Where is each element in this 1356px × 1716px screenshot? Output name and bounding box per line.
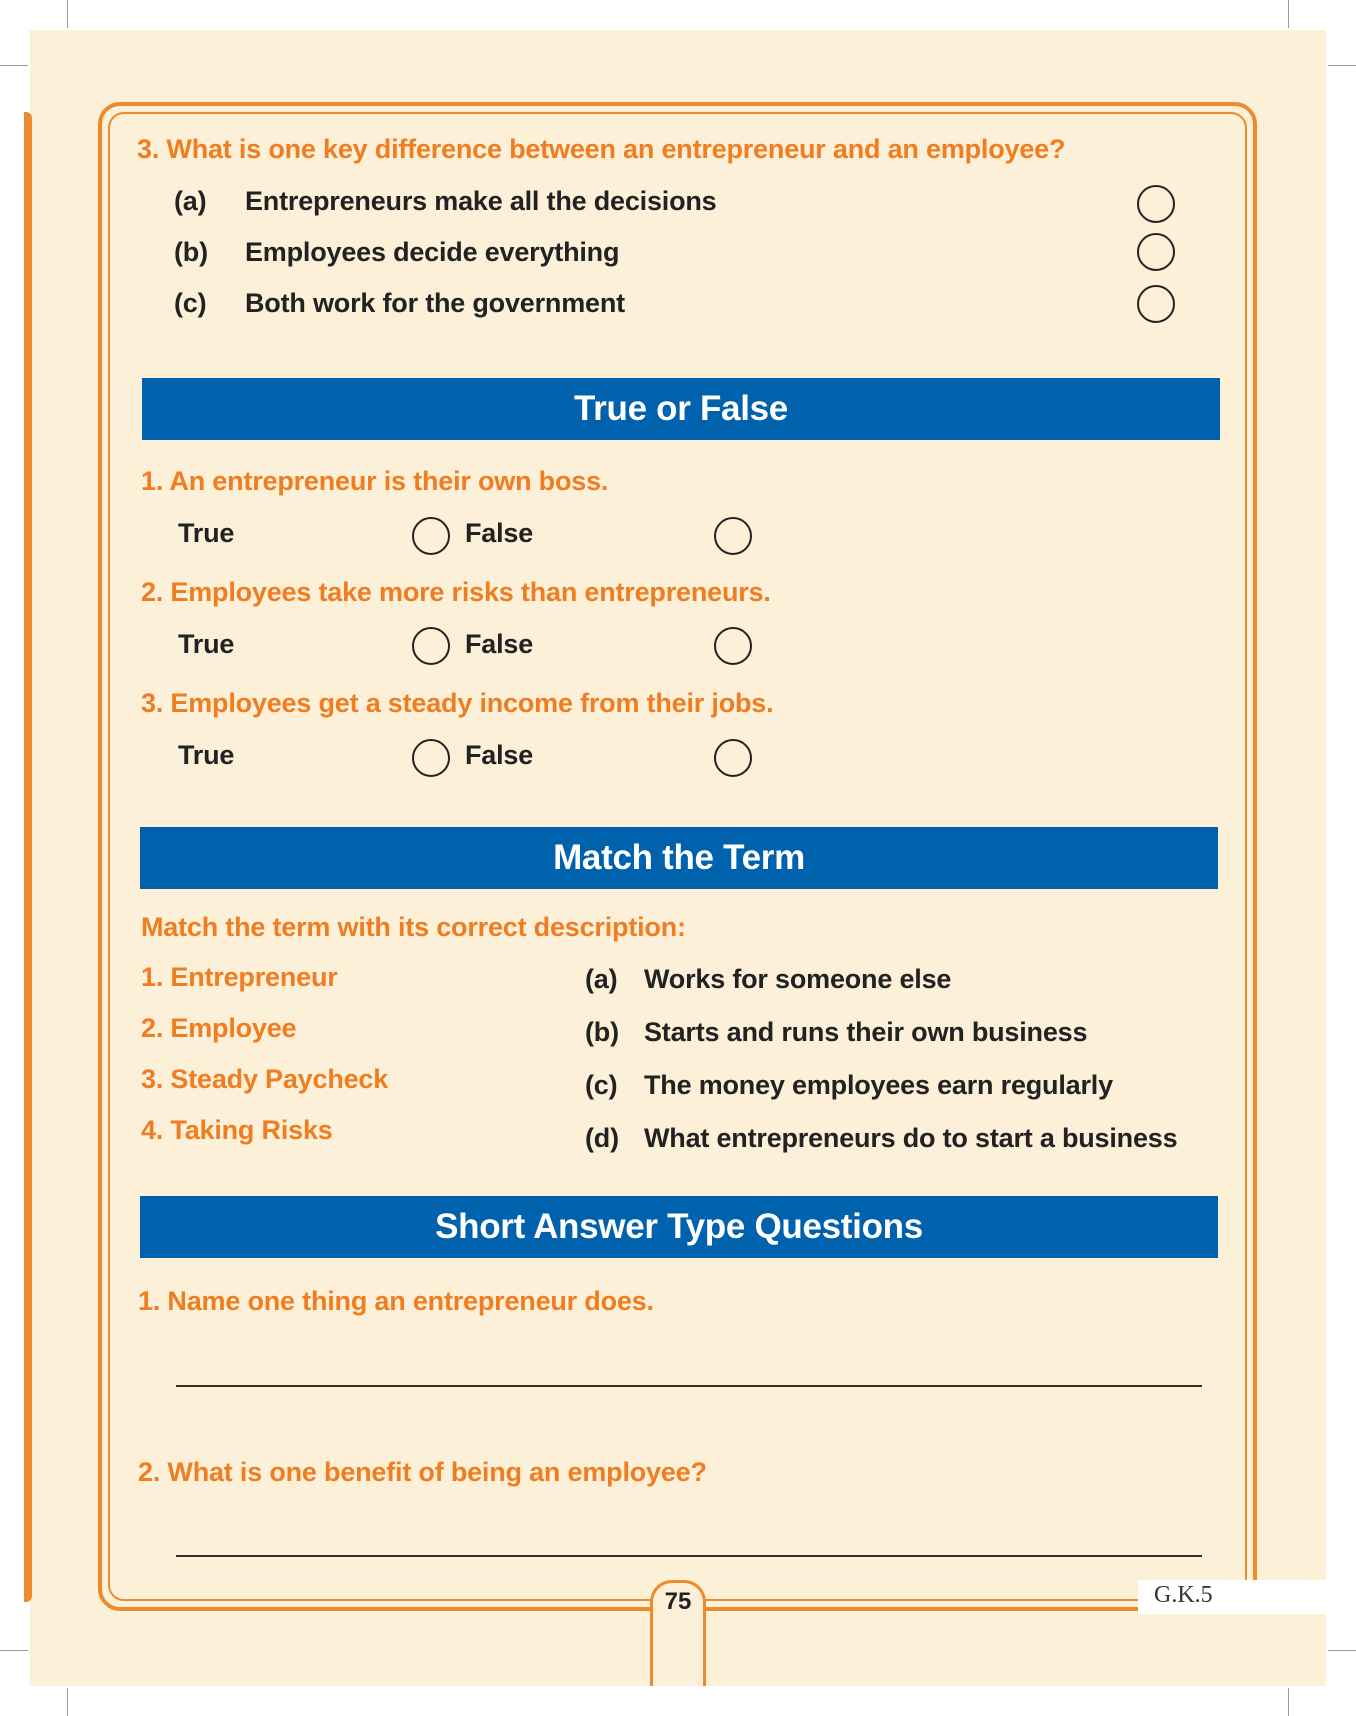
match-term: 4. Taking Risks [141,1115,333,1145]
crop-mark [1328,1650,1356,1651]
match-term: 3. Steady Paycheck [141,1064,389,1094]
short-answer-question: 1. Name one thing an entrepreneur does. [138,1286,654,1316]
match-instruction: Match the term with its correct description: [141,912,686,942]
page-number: 75 [664,1588,692,1615]
crop-mark [1328,65,1356,66]
answer-line-2[interactable] [176,1555,1202,1557]
mcq-option-text: Employees decide everything [245,237,620,267]
tf-question: 3. Employees get a steady income from their jobs. [141,688,774,718]
match-description: Works for someone else [644,964,952,994]
book-label: G.K.5 [1154,1582,1213,1608]
false-label: False [465,740,534,770]
crop-mark [67,0,68,28]
answer-line-1[interactable] [176,1385,1202,1387]
mcq-option-text: Entrepreneurs make all the decisions [245,186,717,216]
match-description-letter: (d) [585,1123,619,1153]
tf3-false-radio[interactable] [714,739,752,777]
side-tab [24,112,32,1602]
match-term: 1. Entrepreneur [141,962,338,992]
true-false-heading: True or False [142,378,1220,440]
mcq-option-b-radio[interactable] [1137,233,1175,271]
true-label: True [178,518,235,548]
match-description-letter: (c) [585,1070,618,1100]
crop-mark [67,1688,68,1716]
mcq-option-c-radio[interactable] [1137,285,1175,323]
crop-mark [0,1650,28,1651]
mcq-option-letter: (b) [174,237,208,267]
crop-mark [1288,1688,1289,1716]
tf-question: 2. Employees take more risks than entrepreneurs. [141,577,771,607]
crop-mark [0,65,28,66]
short-answer-heading: Short Answer Type Questions [140,1196,1218,1258]
match-description: The money employees earn regularly [644,1070,1113,1100]
true-label: True [178,740,235,770]
mcq-option-letter: (c) [174,288,207,318]
mcq-option-letter: (a) [174,186,207,216]
match-heading: Match the Term [140,827,1218,889]
tf1-false-radio[interactable] [714,517,752,555]
match-description-letter: (a) [585,964,618,994]
match-description-letter: (b) [585,1017,619,1047]
mcq-option-a-radio[interactable] [1137,185,1175,223]
mcq-option-text: Both work for the government [245,288,625,318]
tf3-true-radio[interactable] [412,739,450,777]
match-term: 2. Employee [141,1013,297,1043]
match-description: What entrepreneurs do to start a business [644,1123,1178,1153]
false-label: False [465,518,534,548]
true-label: True [178,629,235,659]
tf2-true-radio[interactable] [412,627,450,665]
tf1-true-radio[interactable] [412,517,450,555]
tf-question: 1. An entrepreneur is their own boss. [141,466,609,496]
tf2-false-radio[interactable] [714,627,752,665]
short-answer-question: 2. What is one benefit of being an employee? [138,1457,707,1487]
mcq-question: 3. What is one key difference between an entrepreneur and an employee? [137,134,1066,164]
false-label: False [465,629,534,659]
crop-mark [1288,0,1289,28]
match-description: Starts and runs their own business [644,1017,1088,1047]
